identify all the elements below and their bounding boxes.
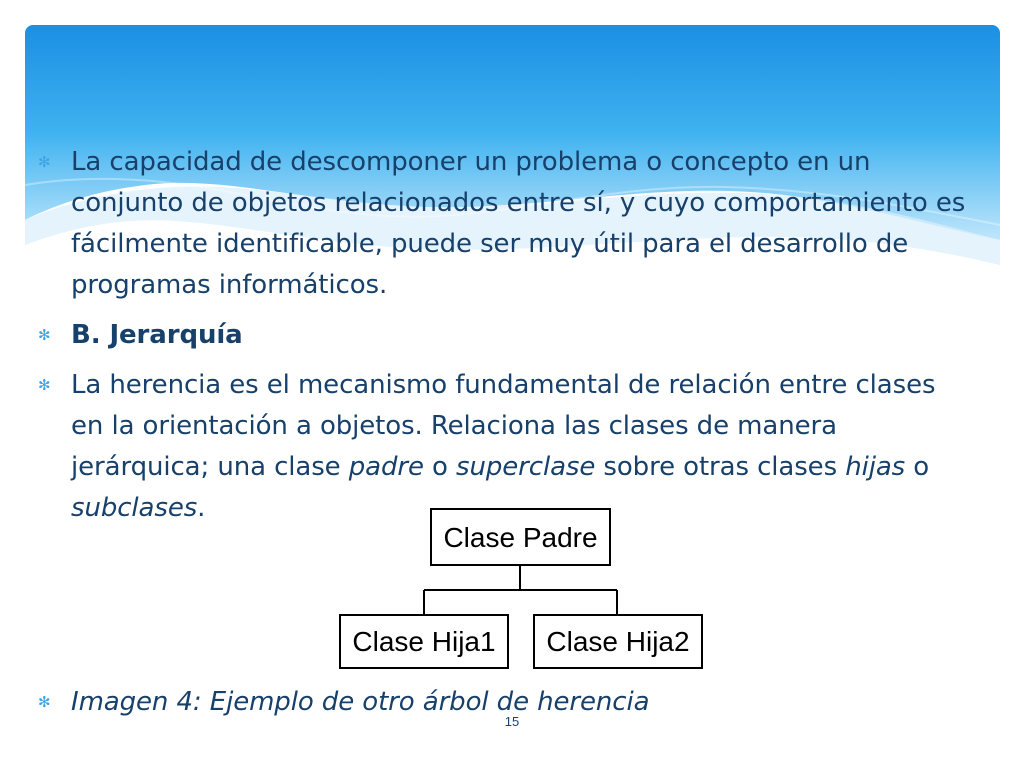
node-label: Clase Padre	[443, 522, 598, 553]
asterisk-icon: ✻	[38, 376, 51, 394]
child-class-node	[534, 615, 702, 668]
text-run: o	[423, 452, 457, 482]
bullet-text: La capacidad de descomponer un problema o concepto en un conjunto de objetos relacionados entre sí, y cuyo comportamiento es fácilmente identificable, puede ser muy útil para el desarrollo de programas informáticos.	[71, 147, 966, 300]
page-number: 15	[504, 714, 520, 729]
text-run: La herencia es el mecanismo fundamental de relación entre clases en la orientación a objetos. Relaciona las clases de manera jerárquica; una clase	[71, 370, 936, 482]
section-heading: B. Jerarquía	[71, 320, 243, 350]
connector-lines	[424, 565, 617, 615]
italic-term: padre	[348, 452, 424, 482]
node-label: Clase Hija2	[546, 626, 690, 657]
asterisk-icon: ✻	[38, 326, 51, 344]
figure-caption: Imagen 4: Ejemplo de otro árbol de herencia	[71, 687, 650, 717]
asterisk-icon: ✻	[38, 693, 51, 711]
slide	[25, 25, 1000, 743]
italic-term: hijas	[845, 452, 906, 482]
parent-class-node	[431, 509, 610, 565]
text-run: sobre otras clases	[595, 452, 846, 482]
italic-term: superclase	[456, 452, 596, 482]
text-run: .	[197, 493, 206, 523]
asterisk-icon: ✻	[38, 153, 51, 171]
slide-content	[25, 25, 1000, 743]
text-run: o	[905, 452, 930, 482]
inheritance-diagram	[25, 25, 1000, 743]
child-class-node	[340, 615, 508, 668]
italic-term: subclases	[71, 493, 198, 523]
node-label: Clase Hija1	[352, 626, 496, 657]
